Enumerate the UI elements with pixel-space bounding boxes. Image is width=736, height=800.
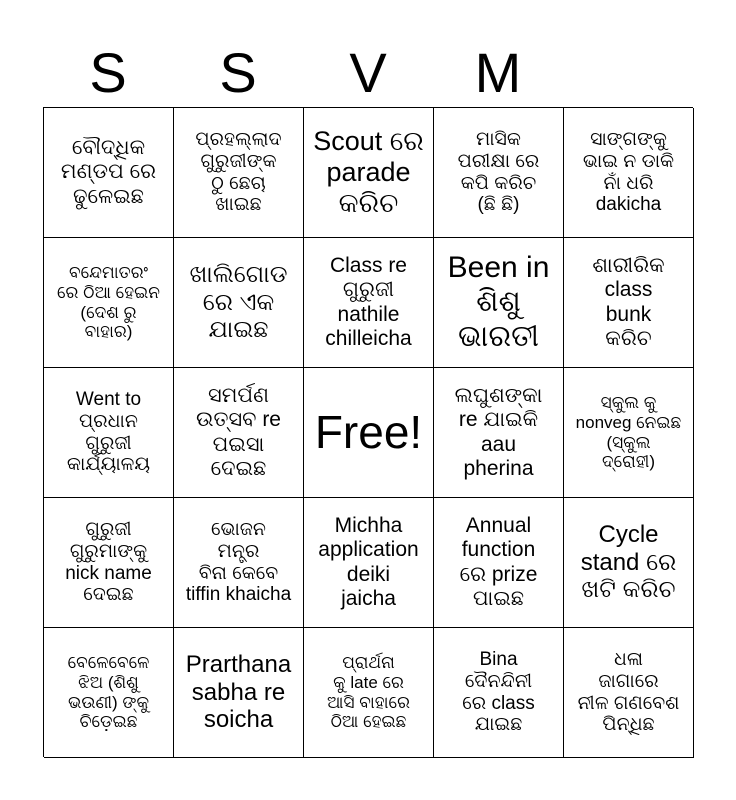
header-letter [563,40,693,106]
bingo-cell[interactable]: ସାଙ୍ଗଙ୍କୁ ଭାଇ ନ ଡାକି ନାଁ ଧରି dakicha [564,108,694,238]
free-cell[interactable]: Free! [304,368,434,498]
bingo-cell[interactable]: ବେଳେବେଳେ ଝିଅ (ଶିଶୁ ଭଉଣୀ) ଙ୍କୁ ଚିଡ଼େଇଛ [44,628,174,758]
bingo-cell[interactable]: ଶାରୀରିକ class bunk କରିଚ [564,238,694,368]
bingo-cell[interactable]: Been in ଶିଶୁ ଭାରତୀ [434,238,564,368]
bingo-cell[interactable]: ମାସିକ ପରୀକ୍ଷା ରେ କପି କରିଚ (ଛି ଛି) [434,108,564,238]
bingo-cell[interactable]: Bina ଦୈନନ୍ଦିନୀ ରେ class ଯାଇଛ [434,628,564,758]
bingo-header [43,40,693,106]
header-letter: M [474,41,522,104]
bingo-cell[interactable]: ପ୍ରହଲ୍ଲାଦ ଗୁରୁଜୀଙ୍କ ଠୁ ଛେଚା ଖାଇଛ [174,108,304,238]
bingo-cell[interactable]: ଭୋଜନ ମନ୍ତ୍ର ବିନା କେବେ tiffin khaicha [174,498,304,628]
bingo-cell[interactable]: Prarthana sabha re soicha [174,628,304,758]
bingo-cell[interactable]: ଲଘୁଶଙ୍କା re ଯାଇକି aau pherina [434,368,564,498]
bingo-cell[interactable]: Cycle stand ରେ ଖଟି କରିଚ [564,498,694,628]
bingo-cell[interactable]: ଖାଲିଗୋଡ ରେ ଏକ ଯାଇଛ [174,238,304,368]
bingo-cell[interactable]: ଧଳା ଜାଗାରେ ନୀଳ ଗଣବେଶ ପିନ୍ଧିଛ [564,628,694,758]
bingo-cell[interactable]: Scout ରେ parade କରିଚ [304,108,434,238]
bingo-cell[interactable]: ବୌଦ୍ଧିକ ମଣ୍ଡପ ରେ ଢୁଳେଇଛ [44,108,174,238]
bingo-cell[interactable]: ବନ୍ଦେମାତରଂ ରେ ଠିଆ ହେଇନ (ଦେଶ ରୁ ବାହାର) [44,238,174,368]
header-letter: V [349,41,387,104]
bingo-cell[interactable]: Annual function ରେ prize ପାଇଛ [434,498,564,628]
bingo-cell[interactable]: Went to ପ୍ରଧାନ ଗୁରୁଜୀ କାର୍ଯ୍ୟାଳୟ [44,368,174,498]
bingo-cell[interactable]: ସ୍କୁଲ କୁ nonveg ନେଇଛ (ସ୍କୁଲ ଦ୍ରୋହୀ) [564,368,694,498]
bingo-cell[interactable]: Class re ଗୁରୁଜୀ nathile chilleicha [304,238,434,368]
bingo-cell[interactable]: Michha application deiki jaicha [304,498,434,628]
bingo-grid [43,107,693,757]
header-letter: S [89,41,127,104]
bingo-cell[interactable]: ଗୁରୁଜୀ ଗୁରୁମାଙ୍କୁ nick name ଦେଇଛ [44,498,174,628]
bingo-cell[interactable]: ପ୍ରାର୍ଥନା କୁ late ରେ ଆସି ବାହାରେ ଠିଆ ହେଇଛ [304,628,434,758]
bingo-cell[interactable]: ସମର୍ପଣ ଉତ୍ସବ re ପଇସା ଦେଇଛ [174,368,304,498]
header-letter: S [219,41,257,104]
